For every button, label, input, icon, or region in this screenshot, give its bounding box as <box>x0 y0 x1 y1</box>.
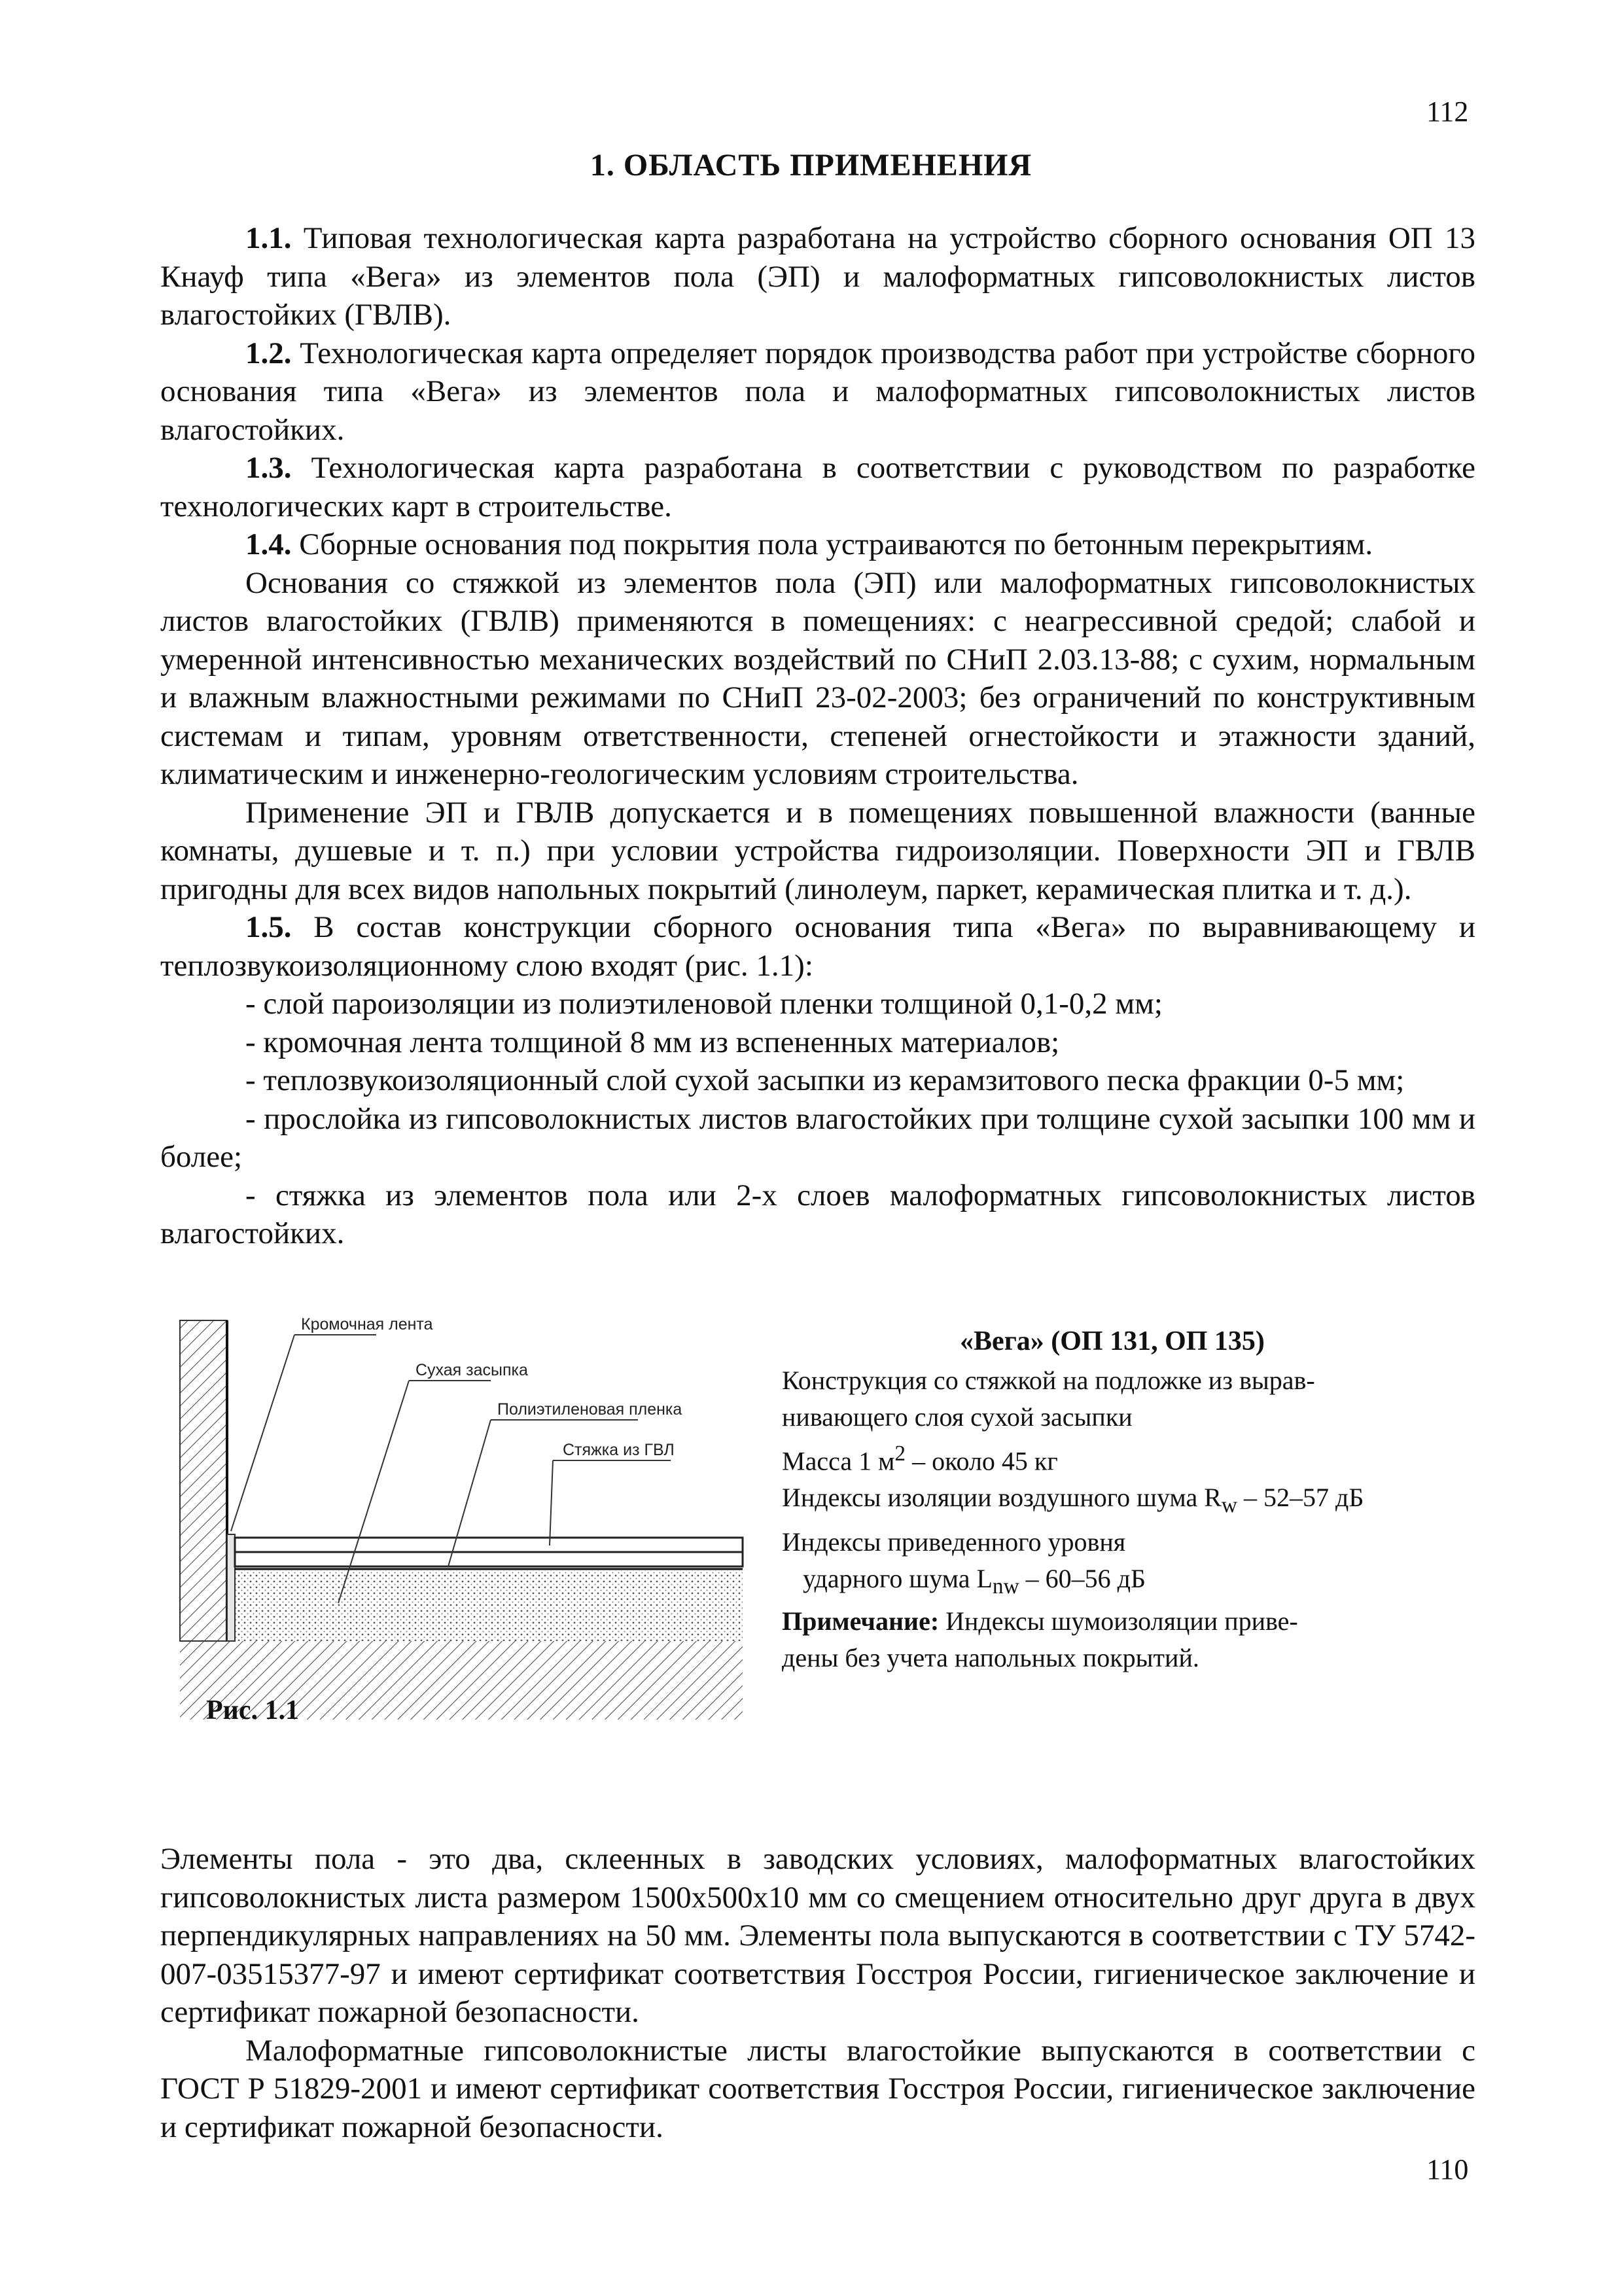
screed-bottom-sheet <box>235 1552 743 1566</box>
list-item: - слой пароизоляции из полиэтиленовой пленки толщиной 0,1-0,2 мм; <box>245 987 1163 1021</box>
note-block <box>782 1603 1443 1676</box>
clause-text: Типовая технологическая карта разработана на устройство сборного основания ОП 13 Кнауф типа «Вега» из элементов пола (ЭП) и малоформатных гипсоволокнистых листов влагостойких (ГВЛВ). <box>160 221 1475 332</box>
paragraph-1-2 <box>160 334 1475 450</box>
impact-noise-line1: Индексы приведенного уровня <box>782 1527 1126 1557</box>
figure-caption: Рис. 1.1 <box>206 1695 299 1725</box>
screed-top-sheet <box>235 1538 743 1552</box>
airborne-prefix: Индексы изоляции воздушного шума R <box>782 1483 1222 1513</box>
list-item: - теплозвукоизоляционный слой сухой засыпки из керамзитового песка фракции 0-5 мм; <box>245 1063 1405 1097</box>
clause-text: Технологическая карта определяет порядок производства работ при устройстве сборного основания типа «Вега» из элементов пола и малоформатных гипсоволокнистых листов влагостойких. <box>160 336 1475 447</box>
paragraph-gvlv-sheets: Малоформатные гипсоволокнистые листы влагостойкие выпускаются в соответствии с ГОСТ Р 51829-2001 и имеют сертификат соответствия Госстроя России, гигиеническое заключение и сертификат пожарной безопасности. <box>160 2033 1475 2144</box>
label-edge-tape: Кромочная лента <box>301 1315 433 1333</box>
label-screed: Стяжка из ГВЛ <box>563 1441 675 1459</box>
clause-text: В состав конструкции сборного основания типа «Вега» по выравнивающему и теплозвукоизоляционному слою входят (рис. 1.1): <box>160 910 1475 983</box>
airborne-value: – 52–57 дБ <box>1237 1483 1364 1513</box>
list-item: - прослойка из гипсоволокнистых листов влагостойких при толщине сухой засыпки 100 мм и более; <box>160 1101 1475 1174</box>
impact-noise-line2 <box>782 1561 1443 1605</box>
list-item: - кромочная лента толщиной 8 мм из вспененных материалов; <box>245 1025 1060 1059</box>
mass-prefix: Масса 1 м <box>782 1446 895 1476</box>
mass-value: – около 45 кг <box>906 1446 1058 1476</box>
page-number-top: 112 <box>1426 96 1469 128</box>
clause-text: Применение ЭП и ГВЛВ допускается и в помещениях повышенной влажности (ванные комнаты, душевые и т. п.) при условии устройства гидроизоляции. Поверхности ЭП и ГВЛВ пригодны для всех видов напольных покрытий (линолеум, паркет, керамическая плитка и т. д.). <box>160 795 1475 906</box>
section-heading: 1. ОБЛАСТЬ ПРИМЕНЕНИЯ <box>590 148 1032 183</box>
paragraph-1-5 <box>160 908 1475 985</box>
clause-number: 1.4. <box>245 527 292 561</box>
note-line2: дены без учета напольных покрытий. <box>782 1643 1199 1672</box>
label-poly-film: Полиэтиленовая пленка <box>497 1400 682 1419</box>
construction-title: «Вега» (ОП 131, ОП 135) <box>960 1326 1265 1356</box>
airborne-noise-line <box>782 1479 1443 1524</box>
note-line1 <box>782 1603 1443 1640</box>
impact-subscript: nw <box>992 1574 1019 1599</box>
impact-value: – 60–56 дБ <box>1019 1564 1146 1594</box>
construction-desc-line2: нивающего слоя сухой засыпки <box>782 1402 1133 1432</box>
note-label: Примечание: <box>782 1606 940 1636</box>
paragraph-humidity <box>160 794 1475 909</box>
construction-desc-line1: Конструкция со стяжкой на подложке из вырав- <box>782 1366 1315 1395</box>
paragraph-usage <box>160 564 1475 794</box>
body-text <box>160 219 1475 1253</box>
clause-number: 1.2. <box>245 336 292 370</box>
list-item: - стяжка из элементов пола или 2-х слоев малоформатных гипсоволокнистых листов влагостойких. <box>160 1178 1475 1250</box>
wall-hatch <box>180 1320 227 1641</box>
clause-number: 1.1. <box>245 221 292 255</box>
paragraph-1-3 <box>160 449 1475 525</box>
clause-text: Основания со стяжкой из элементов пола (ЭП) или малоформатных гипсоволокнистых листов влагостойких (ГВЛВ) применяются в помещениях: с неагрессивной средой; слабой и умеренной интенсивностью механических воздействий по СНиП 2.03.13-88; с сухим, нормальным и влажным влажностными режимами по СНиП 23-02-2003; без ограничений по конструктивным системам и типам, уровням ответственности, степеней огнестойкости и этажности зданий, климатическим и инженерно-геологическим условиям строительства. <box>160 565 1475 791</box>
page-number-bottom: 110 <box>1426 2153 1469 2185</box>
paragraph-1-1 <box>160 219 1475 334</box>
impact-prefix: ударного шума L <box>803 1564 993 1594</box>
clause-text: Сборные основания под покрытия пола устраиваются по бетонным перекрытиям. <box>291 527 1373 561</box>
clause-number: 1.5. <box>245 910 292 944</box>
label-dry-fill: Сухая засыпка <box>415 1361 528 1379</box>
note-text: Индексы шумоизоляции приве- <box>939 1606 1298 1636</box>
bottom-text <box>160 1840 1475 2146</box>
clause-text: Технологическая карта разработана в соответствии с руководством по разработке технологических карт в строительстве. <box>160 451 1475 523</box>
mass-line <box>782 1436 1443 1479</box>
airborne-subscript: w <box>1221 1493 1237 1518</box>
mass-unit-superscript: 2 <box>894 1441 906 1466</box>
clause-number: 1.3. <box>245 451 292 485</box>
dry-fill-layer <box>232 1570 743 1641</box>
paragraph-floor-elements: Элементы пола - это два, склеенных в заводских условиях, малоформатных влагостойких гипсоволокнистых листа размером 1500х500х10 мм со смещением относительно друг друга в двух перпендикулярных направлениях на 50 мм. Элементы пола выпускаются в соответствии с ТУ 5742-007-03515377-97 и имеют сертификат соответствия Госстроя России, гигиеническое заключение и сертификат пожарной безопасности. <box>160 1842 1475 2029</box>
paragraph-1-4 <box>160 525 1475 564</box>
floor-construction-figure <box>167 1315 756 1734</box>
construction-info <box>782 1323 1443 1605</box>
edge-tape <box>227 1534 235 1641</box>
